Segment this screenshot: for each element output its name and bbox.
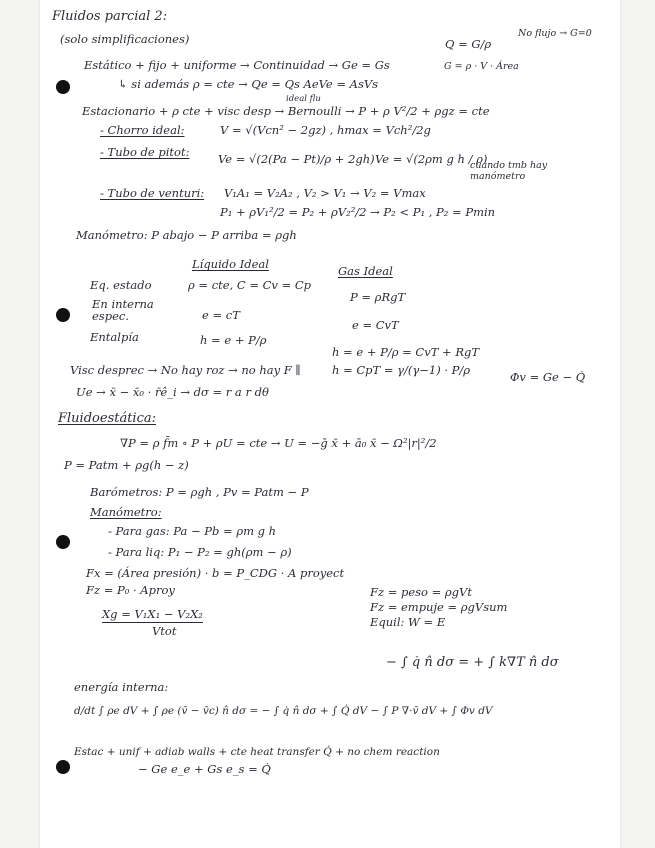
notebook-page <box>40 0 620 848</box>
header-liquido-ideal: Líquido Ideal <box>192 257 269 271</box>
pitot-note: cuando tmb hay manómetro <box>470 160 548 182</box>
phi-v-formula: Φv = Ge − Q̇ <box>510 370 586 384</box>
liquid-entalpia: h = e + P/ρ <box>200 333 267 347</box>
visc-desprec-line: Visc desprec → No hay roz → no hay F ∥ <box>70 363 301 377</box>
para-gas-line: - Para gas: Pa − Pb = ρm g h <box>108 524 277 538</box>
row-label-eq-estado: Eq. estado <box>90 278 152 292</box>
g-area-formula: G = ρ · V · Área <box>444 61 519 72</box>
energy-equation: d/dt ∫ ρe dV + ∫ ρe (v̄ − v̄c) n̂ dσ = − ∫ q̇ n̂ dσ + ∫ Q̇ dV − ∫ P ∇·v̄ dV + ∫ Φv dV <box>74 705 493 717</box>
venturi-eq-1: V₁A₁ = V₂A₂ , V₂ > V₁ → V₂ = Vmax <box>224 186 426 200</box>
fx-line: Fx = (Área presión) · b = P_CDG · A proyect <box>86 566 345 580</box>
hydro-eq-2: P = Patm + ρg(h − z) <box>64 458 189 472</box>
fz-empuje-line: Fz = empuje = ρgVsum <box>370 600 508 614</box>
ideal-fluid-note: ideal flu <box>286 94 321 104</box>
hydro-eq-1: ∇P = ρ f̄m ∘ P + ρU = cte → U = −ḡ x̄ + ā₀ x̄ − Ω²|r|²/2 <box>120 436 437 450</box>
continuity-line-2: ↳ si además ρ = cte → Qe = Qs AeVe = AsVs <box>118 77 379 91</box>
binder-hole-4 <box>56 760 70 774</box>
xg-denominator: Vtot <box>152 624 177 638</box>
gas-entalpia: h = e + P/ρ = CvT + RgT <box>332 345 480 359</box>
binder-hole-2 <box>56 308 70 322</box>
fluidoestatica-heading: Fluidoestática: <box>58 411 156 426</box>
bernoulli-line: Estacionario + ρ cte + visc desp → Bernoulli → P + ρ V²/2 + ρgz = cte <box>82 104 490 118</box>
energia-interna-heading: energía interna: <box>74 680 169 694</box>
chorro-ideal-label: - Chorro ideal: <box>100 123 185 137</box>
ue-line: Ue → x̄ − x̄₀ · r̄ê_i → dσ = r a r dθ <box>76 385 269 399</box>
row-label-en-interna: En interna espec. <box>92 297 154 323</box>
barometros-line: Barómetros: P = ρgh , Pv = Patm − P <box>90 485 309 499</box>
page-title: Fluidos parcial 2: <box>52 9 168 24</box>
fz-proy-line: Fz = P₀ · Aproy <box>86 583 175 597</box>
equil-line: Equil: W = E <box>370 615 446 629</box>
no-flujo-note: No flujo → G=0 <box>518 28 592 39</box>
continuity-line-1: Estático + fijo + uniforme → Continuidad → Ge = Gs <box>84 58 390 72</box>
fz-peso-line: Fz = peso = ρgVt <box>370 585 472 599</box>
gas-eq-estado: P = ρRgT <box>350 290 406 304</box>
estac-assumptions: Estac + unif + adiab walls + cte heat transfer Q̇ + no chem reaction <box>74 746 440 758</box>
pitot-label: - Tubo de pitot: <box>100 145 190 159</box>
manometro-line: Manómetro: P abajo − P arriba = ρgh <box>76 228 297 242</box>
row-label-entalpia: Entalpía <box>90 330 139 344</box>
header-gas-ideal: Gas Ideal <box>338 264 393 278</box>
liquid-en-interna: e = cT <box>202 308 240 322</box>
gas-entalpia-cp: h = CpT = γ/(γ−1) · P/ρ <box>332 363 471 377</box>
page-subtitle: (solo simplificaciones) <box>60 32 190 46</box>
binder-hole-3 <box>56 535 70 549</box>
manometro-heading: Manómetro: <box>90 505 162 519</box>
gas-en-interna: e = CvT <box>352 318 399 332</box>
chorro-ideal-eq: V = √(Vcn² − 2gz) , hmax = Vch²/2g <box>220 123 431 137</box>
liquid-eq-estado: ρ = cte, C = Cv = Cp <box>188 278 312 292</box>
pitot-eq-2: Ve = √(2ρm g h / ρ) <box>375 152 488 166</box>
venturi-eq-2: P₁ + ρV₁²/2 = P₂ + ρV₂²/2 → P₂ < P₁ , P₂ = Pmin <box>220 205 496 219</box>
binder-hole-1 <box>56 80 70 94</box>
pitot-eq-1: Ve = √(2(Pa − Pt)/ρ + 2gh) <box>218 152 375 166</box>
heat-flux-eq: − ∫ q̇ n̂ dσ = + ∫ k∇T n̂ dσ <box>386 655 559 670</box>
para-liq-line: - Para liq: P₁ − P₂ = gh(ρm − ρ) <box>108 545 292 559</box>
final-energy-eq: − Ge e_e + Gs e_s = Q̇ <box>138 762 271 776</box>
venturi-label: - Tubo de venturi: <box>100 186 205 200</box>
xg-numerator: Xg = V₁X₁ − V₂X₂ <box>102 607 203 621</box>
q-formula: Q = G/ρ <box>445 37 492 51</box>
